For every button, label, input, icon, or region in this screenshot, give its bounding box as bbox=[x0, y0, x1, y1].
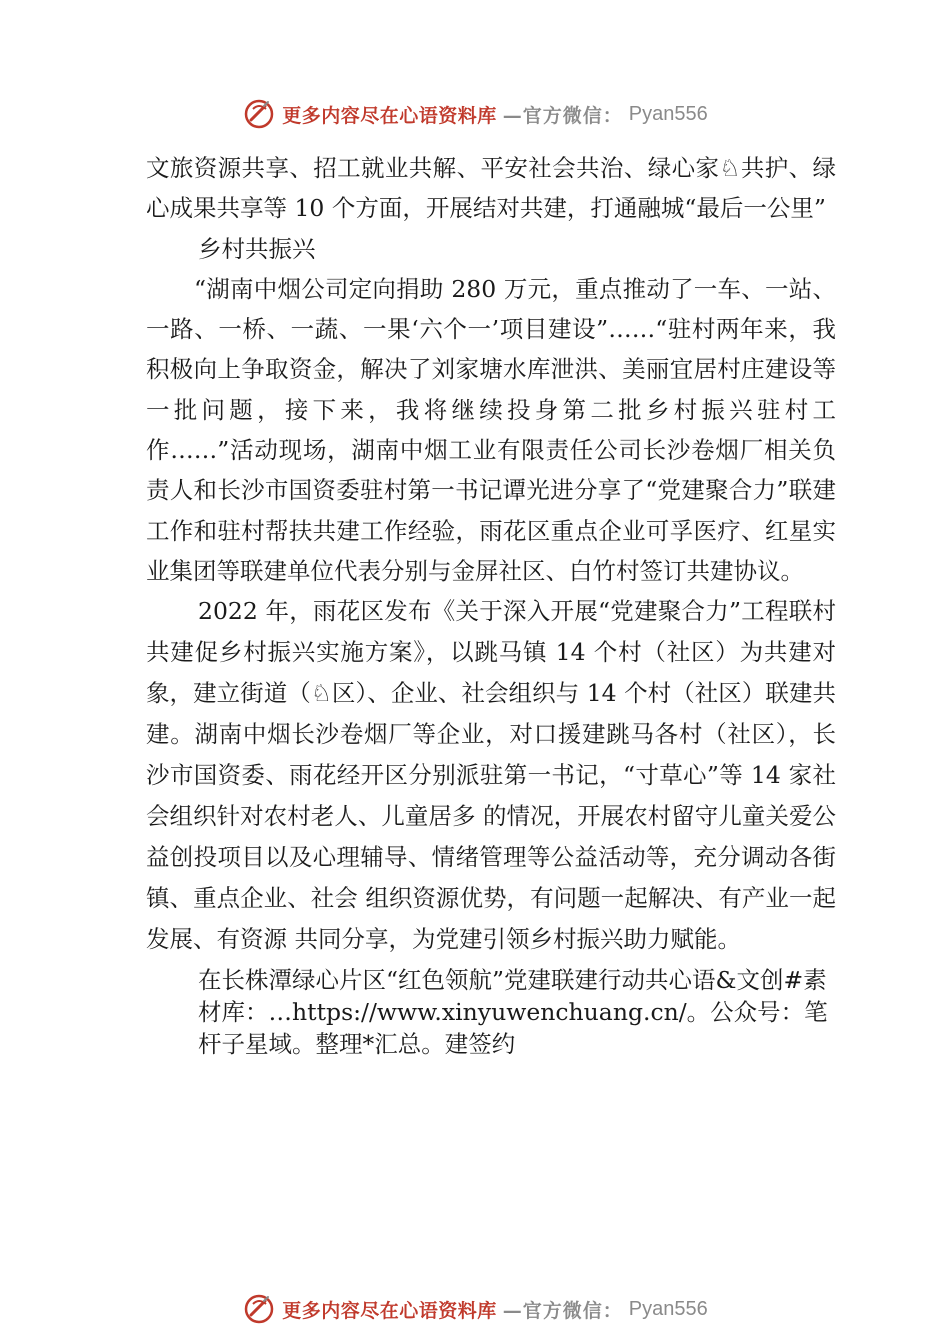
banner-wechat-id: Pyan556 bbox=[628, 102, 708, 125]
banner-wechat-id: Pyan556 bbox=[628, 1297, 708, 1320]
source-note: 在长株潭绿心片区“红色领航”党建联建行动共心语&文创#素材库：…https://www.xinyuwenchuang.cn/。公众号：笔杆子星域。整理*汇总。建签约 bbox=[198, 966, 828, 1059]
banner-official-label: —官方微信： bbox=[502, 1299, 623, 1322]
paragraph-continuation: 文旅资源共享、招工就业共解、平安社会共治、绿心家♘共护、绿心成果共享等 10 个方面，开展结对共建，打通融城“最后一公里” bbox=[146, 154, 836, 223]
header-banner bbox=[0, 94, 950, 134]
banner-official-label: —官方微信： bbox=[502, 104, 623, 127]
footer-banner bbox=[0, 1289, 950, 1329]
xinyu-logo-icon bbox=[242, 1292, 276, 1326]
section-heading: 乡村共振兴 bbox=[198, 234, 316, 263]
document-body bbox=[146, 148, 836, 1060]
paragraph-plan: 2022 年，雨花区发布《关于深入开展“党建聚合力”工程联村共建促乡村振兴实施方案》，以跳马镇 14 个村（社区）为共建对象，建立街道（♘区）、企业、社会组织与 14 个村（社区）联建共建。湖南中烟长沙卷烟厂等企业，对口援建跳马各村（社区），长沙市国资委、雨花经开区分别派驻第一书记，“寸草心”等 14 家社会组织针对农村老人、儿童居多 的情况，开展农村留守儿童关爱公益创投项目以及心理辅导、情绪管理等公益活动等，充分调动各街镇、重点企业、社会 组织资源优势，有问题一起解决、有产业一起发展、有资源 共同分享，为党建引领乡村振兴助力赋能。 bbox=[146, 597, 836, 954]
xinyu-logo-icon bbox=[242, 97, 276, 131]
paragraph-quote: “湖南中烟公司定向捐助 280 万元，重点推动了一车、一站、一路、一桥、一蔬、一果‘六个一’项目建设”……“驻村两年来，我积极向上争取资金，解决了刘家塘水库泄洪、美丽宜居村庄建设等一批问题，接下来，我将继续投身第二批乡村振兴驻村工作……”活动现场，湖南中烟工业有限责任公司长沙卷烟厂相关负责人和长沙市国资委驻村第一书记谭光进分享了“党建聚合力”联建工作和驻村帮扶共建工作经验，雨花区重点企业可孚医疗、红星实业集团等联建单位代表分别与金屏社区、白竹村签订共建协议。 bbox=[146, 274, 836, 585]
banner-slogan: 更多内容尽在心语资料库 bbox=[282, 104, 497, 127]
banner-slogan: 更多内容尽在心语资料库 bbox=[282, 1299, 497, 1322]
